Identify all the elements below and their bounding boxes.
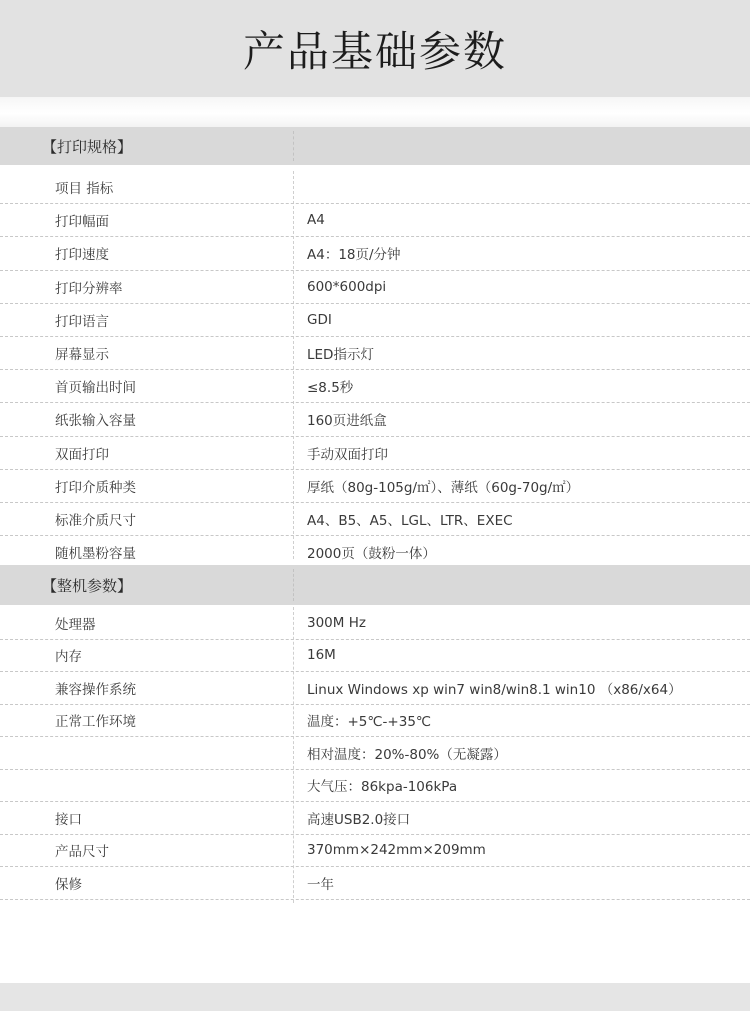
spec-key: 打印语言 <box>55 313 109 330</box>
spec-value: 厚纸（80g-105g/㎡）、薄纸（60g-70g/㎡） <box>307 479 580 496</box>
table-row <box>0 337 750 370</box>
spec-value: 温度：+5℃-+35℃ <box>307 714 432 731</box>
table-row <box>0 237 750 270</box>
header-divider-band <box>0 97 750 127</box>
table-row <box>0 470 750 503</box>
page-title: 产品基础参数 <box>242 26 507 76</box>
spec-value: 370mm×242mm×209mm <box>307 842 486 859</box>
spec-table-print <box>0 171 750 569</box>
spec-value: 一年 <box>307 876 334 893</box>
section-title: 【整机参数】 <box>42 576 133 595</box>
spec-key: 屏幕显示 <box>55 347 109 364</box>
spec-value: 600*600dpi <box>307 278 387 295</box>
table-row <box>0 737 750 770</box>
spec-key: 产品尺寸 <box>55 844 109 861</box>
spec-value: GDI <box>307 311 332 328</box>
spec-key: 打印速度 <box>55 247 109 264</box>
table-row <box>0 835 750 868</box>
spec-value: 大气压：86kpa-106kPa <box>307 779 458 796</box>
spec-value: 16M <box>307 647 336 664</box>
spec-key: 兼容操作系统 <box>55 681 136 698</box>
table-row <box>0 802 750 835</box>
spec-value: 160页进纸盒 <box>307 413 387 430</box>
table-row <box>0 705 750 738</box>
footer-band <box>0 983 750 1011</box>
spec-key: 处理器 <box>55 616 96 633</box>
table-row <box>0 503 750 536</box>
column-divider <box>293 569 294 601</box>
spec-value: ≤8.5秒 <box>307 380 354 397</box>
spec-value: LED指示灯 <box>307 347 374 364</box>
table-row <box>0 640 750 673</box>
spec-key: 打印介质种类 <box>55 479 136 496</box>
section-title: 【打印规格】 <box>42 137 133 156</box>
table-row <box>0 304 750 337</box>
spec-key: 保修 <box>55 876 82 893</box>
spec-key: 纸张输入容量 <box>55 413 136 430</box>
table-row <box>0 171 750 204</box>
table-row <box>0 867 750 900</box>
spec-value: 手动双面打印 <box>307 446 388 463</box>
spec-value: 300M Hz <box>307 614 366 631</box>
table-row <box>0 370 750 403</box>
spec-value: 相对温度：20%-80%（无凝露） <box>307 746 507 763</box>
table-row <box>0 403 750 436</box>
table-row <box>0 271 750 304</box>
spec-key: 标准介质尺寸 <box>55 512 136 529</box>
section-header-machine-params <box>0 565 750 605</box>
spec-value: A4：18页/分钟 <box>307 247 401 264</box>
spec-value: 高速USB2.0接口 <box>307 811 411 828</box>
title-banner <box>0 0 750 97</box>
spec-key: 随机墨粉容量 <box>55 546 136 563</box>
spec-value: Linux Windows xp win7 win8/win8.1 win10 （x86/x64） <box>307 681 682 698</box>
spec-key: 正常工作环境 <box>55 714 136 731</box>
table-row <box>0 607 750 640</box>
spec-value: 2000页（鼓粉一体） <box>307 546 436 563</box>
spec-key: 接口 <box>55 811 82 828</box>
spec-key: 打印分辨率 <box>55 280 123 297</box>
column-divider <box>293 131 294 161</box>
spec-key: 双面打印 <box>55 446 109 463</box>
spec-key: 首页输出时间 <box>55 380 136 397</box>
table-row <box>0 437 750 470</box>
table-row <box>0 770 750 803</box>
spec-value: A4 <box>307 212 325 229</box>
table-row <box>0 204 750 237</box>
spec-key: 打印幅面 <box>55 214 109 231</box>
spec-value: A4、B5、A5、LGL、LTR、EXEC <box>307 512 513 529</box>
table-row <box>0 672 750 705</box>
section-header-print-specs <box>0 127 750 165</box>
spec-key: 内存 <box>55 649 82 666</box>
spec-table-machine <box>0 607 750 900</box>
spec-key: 项目 指标 <box>55 181 114 198</box>
